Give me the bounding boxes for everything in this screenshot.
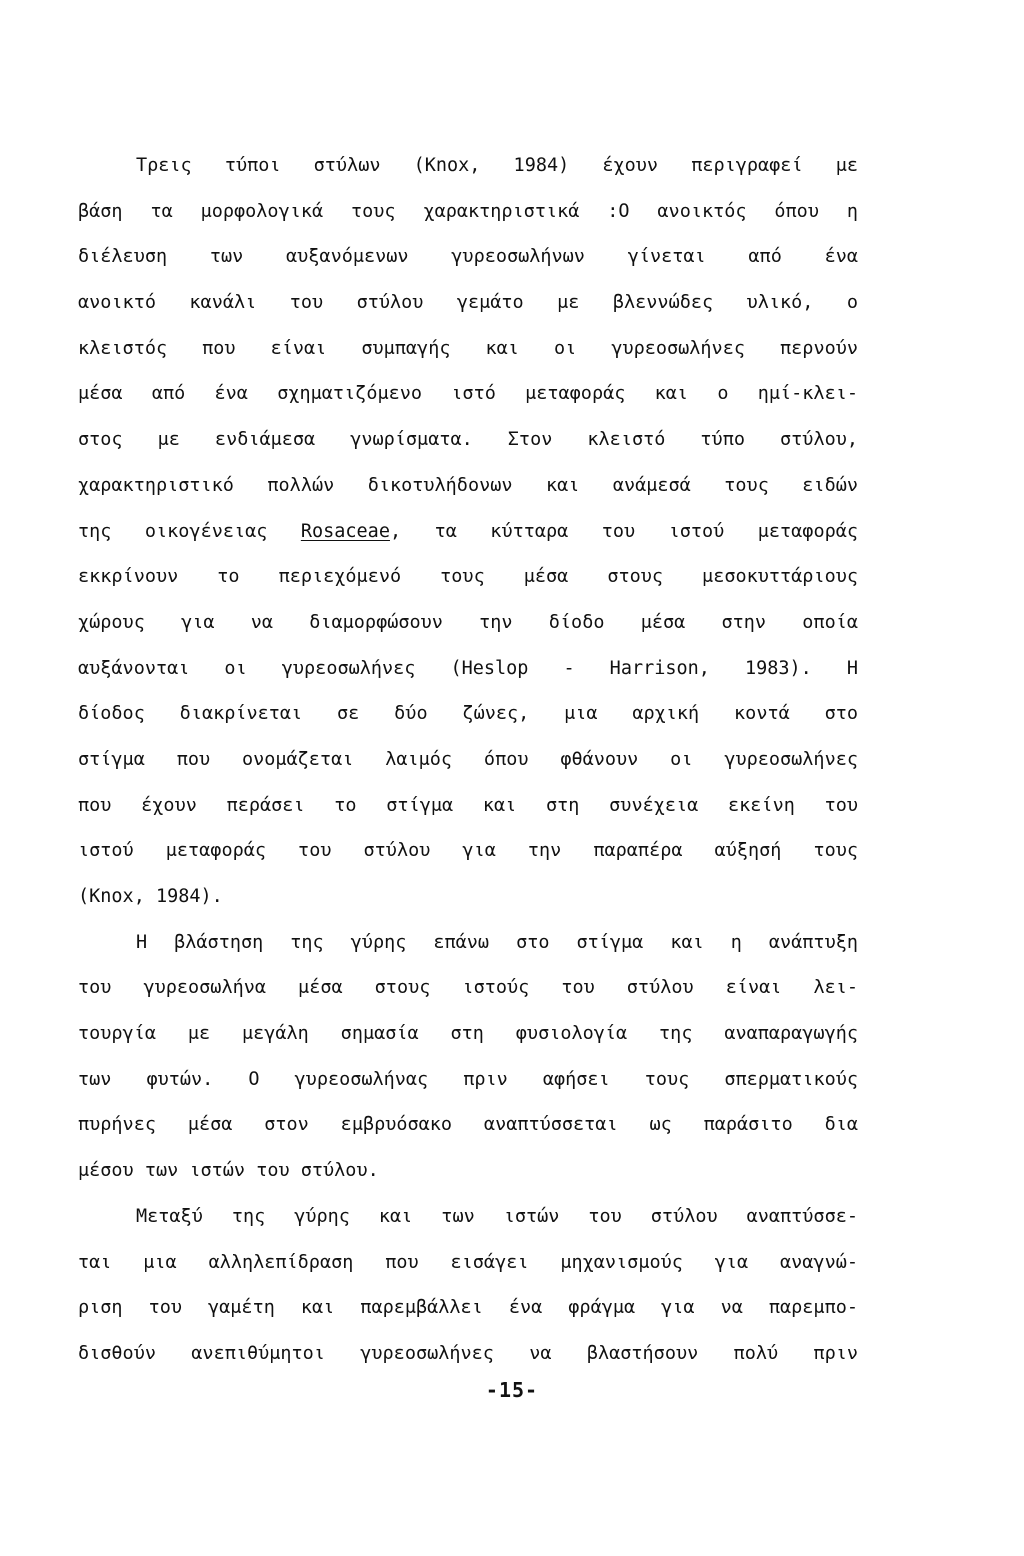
page-number: -15- <box>485 1378 539 1402</box>
text-line: χώρους για να διαμορφώσουν την δίοδο μέσα στην οποία <box>78 611 858 633</box>
text-line <box>78 517 858 563</box>
text-line: ιστού μεταφοράς του στύλου για την παραπέρα αύξησή τους <box>78 840 858 862</box>
text-line: στος με ενδιάμεσα γνωρίσματα. Στον κλειστό τύπο στύλου, <box>78 429 858 451</box>
text-line: δίοδος διακρίνεται σε δύο ζώνες, μια αρχική κοντά στο <box>78 703 858 725</box>
text-line: ριση του γαμέτη και παρεμβάλλει ένα φράγμα για να παρεμπο- <box>78 1297 858 1319</box>
text-line: κλειστός που είναι συμπαγής και οι γυρεοσωλήνες περνούν <box>78 337 858 359</box>
body-text <box>78 151 858 1385</box>
text-line: ανοικτό κανάλι του στύλου γεμάτο με βλεννώδες υλικό, ο <box>78 292 858 314</box>
underlined-term: Rosaceae <box>300 520 390 542</box>
text-line: αυξάνονται οι γυρεοσωλήνες (Heslop - Harrison, 1983). Η <box>78 657 858 679</box>
text-line: (Knox, 1984). <box>78 886 223 907</box>
text-line: Μεταξύ της γύρης και των ιστών του στύλου αναπτύσσε- <box>136 1205 858 1227</box>
text-line: διέλευση των αυξανόμενων γυρεοσωλήνων γίνεται από ένα <box>78 246 858 268</box>
text-line: μέσου των ιστών του στύλου. <box>78 1160 379 1182</box>
text-line: του γυρεοσωλήνα μέσα στους ιστούς του στύλου είναι λει- <box>78 977 858 999</box>
text-line: δισθούν ανεπιθύμητοι γυρεοσωλήνες να βλαστήσουν πολύ πριν <box>78 1342 858 1364</box>
text-line: των φυτών. Ο γυρεοσωλήνας πριν αφήσει τους σπερματικούς <box>78 1068 858 1090</box>
text-line: εκκρίνουν το περιεχόμενό τους μέσα στους μεσοκυττάριους <box>78 566 858 588</box>
text-line: πυρήνες μέσα στον εμβρυόσακο αναπτύσσεται ως παράσιτο δια <box>78 1114 858 1136</box>
text-line: Η βλάστηση της γύρης επάνω στο στίγμα και η ανάπτυξη <box>136 931 858 953</box>
text-line: ται μια αλληλεπίδραση που εισάγει μηχανισμούς για αναγνώ- <box>78 1251 858 1273</box>
text-line: στίγμα που ονομάζεται λαιμός όπου φθάνουν οι γυρεοσωλήνες <box>78 748 858 770</box>
text-line: μέσα από ένα σχηματιζόμενο ιστό μεταφοράς και ο ημί-κλει- <box>78 383 858 405</box>
text-segment: της οικογένειας <box>78 520 301 542</box>
text-line: που έχουν περάσει το στίγμα και στη συνέχεια εκείνη του <box>78 794 858 816</box>
text-line: χαρακτηριστικό πολλών δικοτυλήδονων και ανάμεσά τους ειδών <box>78 474 858 496</box>
text-line: Τρεις τύποι στύλων (Knox, 1984) έχουν περιγραφεί με <box>136 155 858 176</box>
text-segment: , τα κύτταρα του ιστού μεταφοράς <box>389 520 858 542</box>
text-line: βάση τα μορφολογικά τους χαρακτηριστικά :Ο ανοικτός όπου η <box>78 200 858 222</box>
text-line: τουργία με μεγάλη σημασία στη φυσιολογία της αναπαραγωγής <box>78 1023 858 1045</box>
